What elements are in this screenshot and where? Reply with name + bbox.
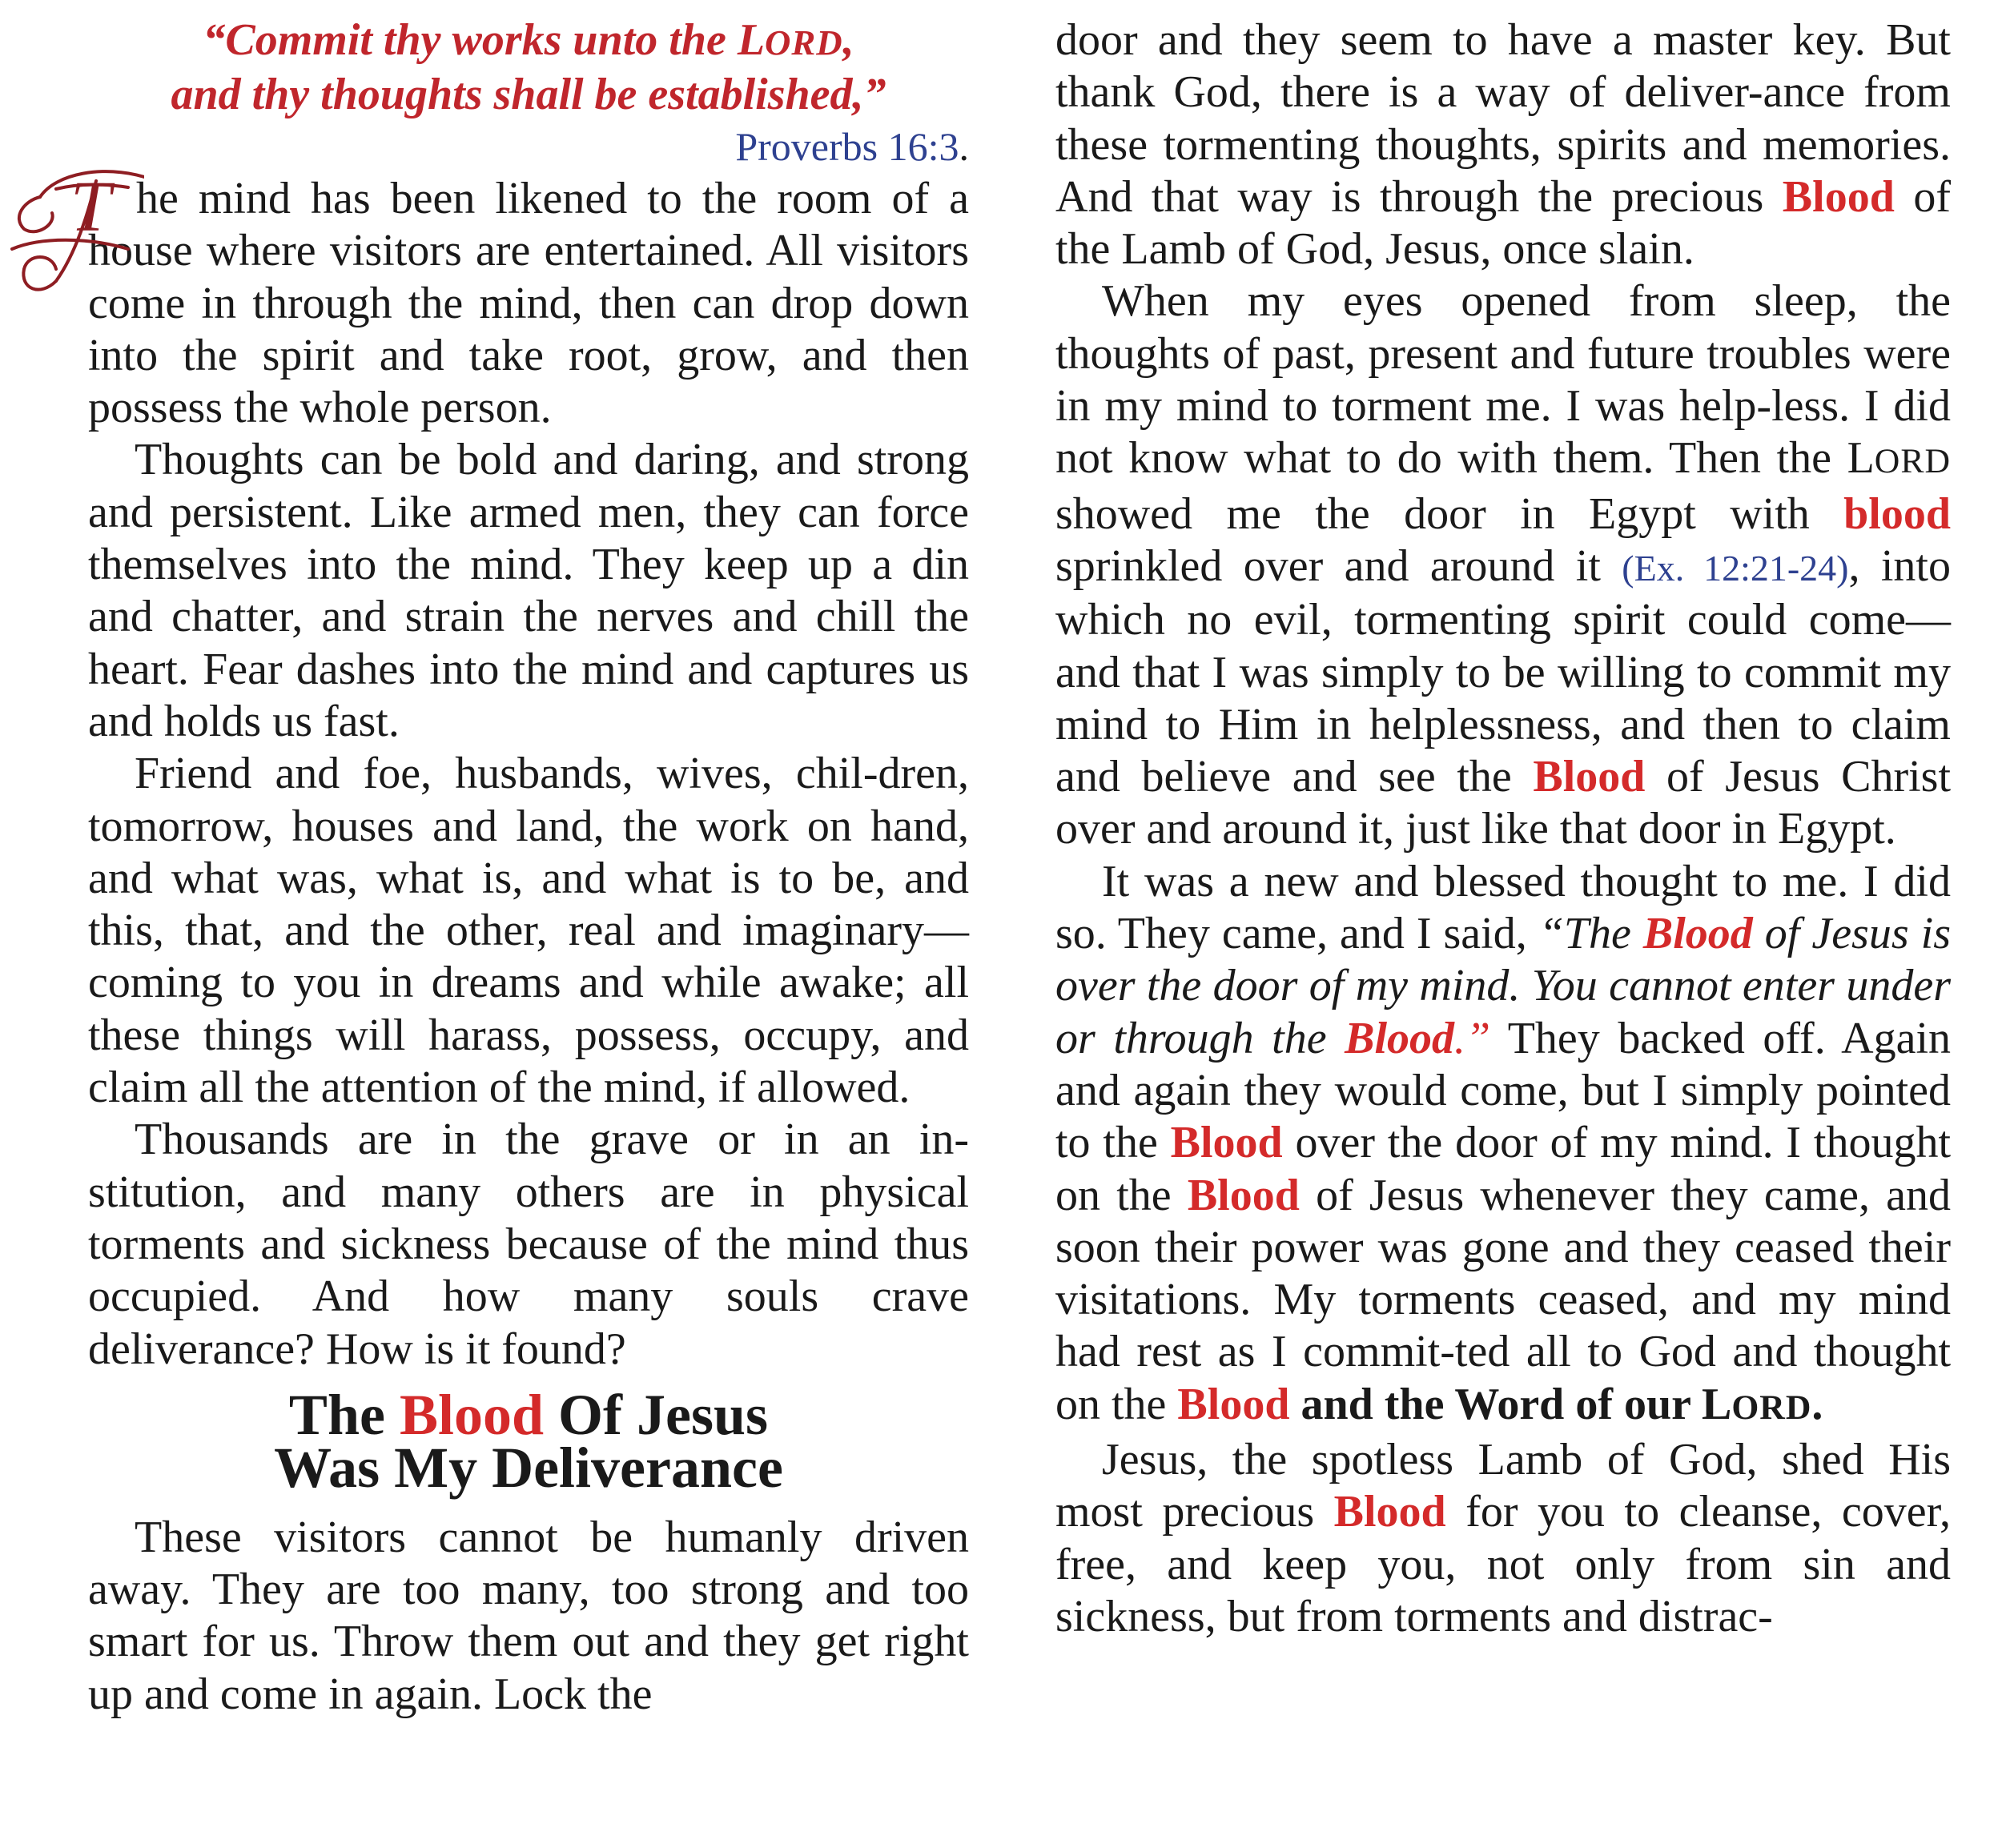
section-title: The Blood Of Jesus Was My Deliverance bbox=[274, 1382, 783, 1500]
left-column bbox=[70, 14, 969, 1721]
drop-cap-t-icon bbox=[8, 141, 144, 301]
paragraph-spotless-lamb: Jesus, the spotless Lamb of God, shed His most precious Blood for you to cleanse, cover, free, and keep you, not only from sin and sickness, but from torments and distrac- bbox=[1055, 1435, 1951, 1641]
scripture-reference-exodus: (Ex. 12:21-24) bbox=[1622, 547, 1849, 589]
paragraph-thoughts: Thoughts can be bold and daring, and strong and persistent. Like armed men, they can force themselves into the mind. They keep up a din and chatter, and strain the nerves and chill the heart. Fear dashes into the mind and captures us and holds us fast. bbox=[88, 435, 969, 746]
scripture-reference: Proverbs 16:3. bbox=[735, 124, 969, 169]
right-column bbox=[1055, 14, 1951, 1643]
scripture-quote: “Commit thy works unto the LORD, and thy thoughts shall be established,” bbox=[171, 15, 886, 119]
intro-paragraph: T he mind has been likened to the room of a house where visitors are entertained. All visitors come in through the mind, then can drop down into the spirit and take root, grow, and then possess the whole person. bbox=[88, 173, 969, 434]
paragraph-master-key: door and they seem to have a master key. But thank God, there is a way of deliver-ance from these tormenting thoughts, spirits and memories. And that way is through the precious Blood of the Lamb of God, Jesus, once slain. bbox=[1055, 15, 1951, 275]
paragraph-visitors: These visitors cannot be humanly driven away. They are too many, too strong and too smart for us. Throw them out and they get right up and come in again. Lock the bbox=[88, 1512, 969, 1719]
paragraph-eyes-opened: When my eyes opened from sleep, the thoughts of past, present and future troubles were in my mind to torment me. I was help-less. I did not know what to do with them. Then the LORD showed me the door in Egypt with blood sprinkled over and around it (Ex. 12:21-24), into which no evil, tormenting spirit could come—and that I was simply to be willing to commit my mind to Him in helplessness, and then to claim and believe and see the Blood of Jesus Christ over and around it, just like that door in Egypt. bbox=[1055, 276, 1952, 854]
paragraph-new-thought: It was a new and blessed thought to me. I did so. They came, and I said, “The Blood of Jesus is over the door of my mind. You cannot enter under or through the Blood.” They backed off. Again and again they would come, but I simply pointed to the Blood over the door of my mind. I thought on the Blood of Jesus whenever they came, and soon their power was gone and they ceased their visitations. My torments ceased, and my mind had rest as I commit-ted all to God and thought on the Blood and the Word of our LORD. bbox=[1055, 856, 1952, 1429]
svg-text:T: T bbox=[70, 167, 111, 247]
paragraph-friend-and-foe: Friend and foe, husbands, wives, chil-dren, tomorrow, houses and land, the work on hand, and what was, what is, and what is to be, and this, that, and the other, real and imaginary—coming to you in dreams and while awake; all these things will harass, possess, occupy, and claim all the attention of the mind, if allowed. bbox=[88, 749, 969, 1113]
paragraph-thousands: Thousands are in the grave or in an in-stitution, and many others are in physical torments and sickness because of the mind thus occupied. And how many souls crave deliverance? How is it found? bbox=[88, 1115, 969, 1374]
